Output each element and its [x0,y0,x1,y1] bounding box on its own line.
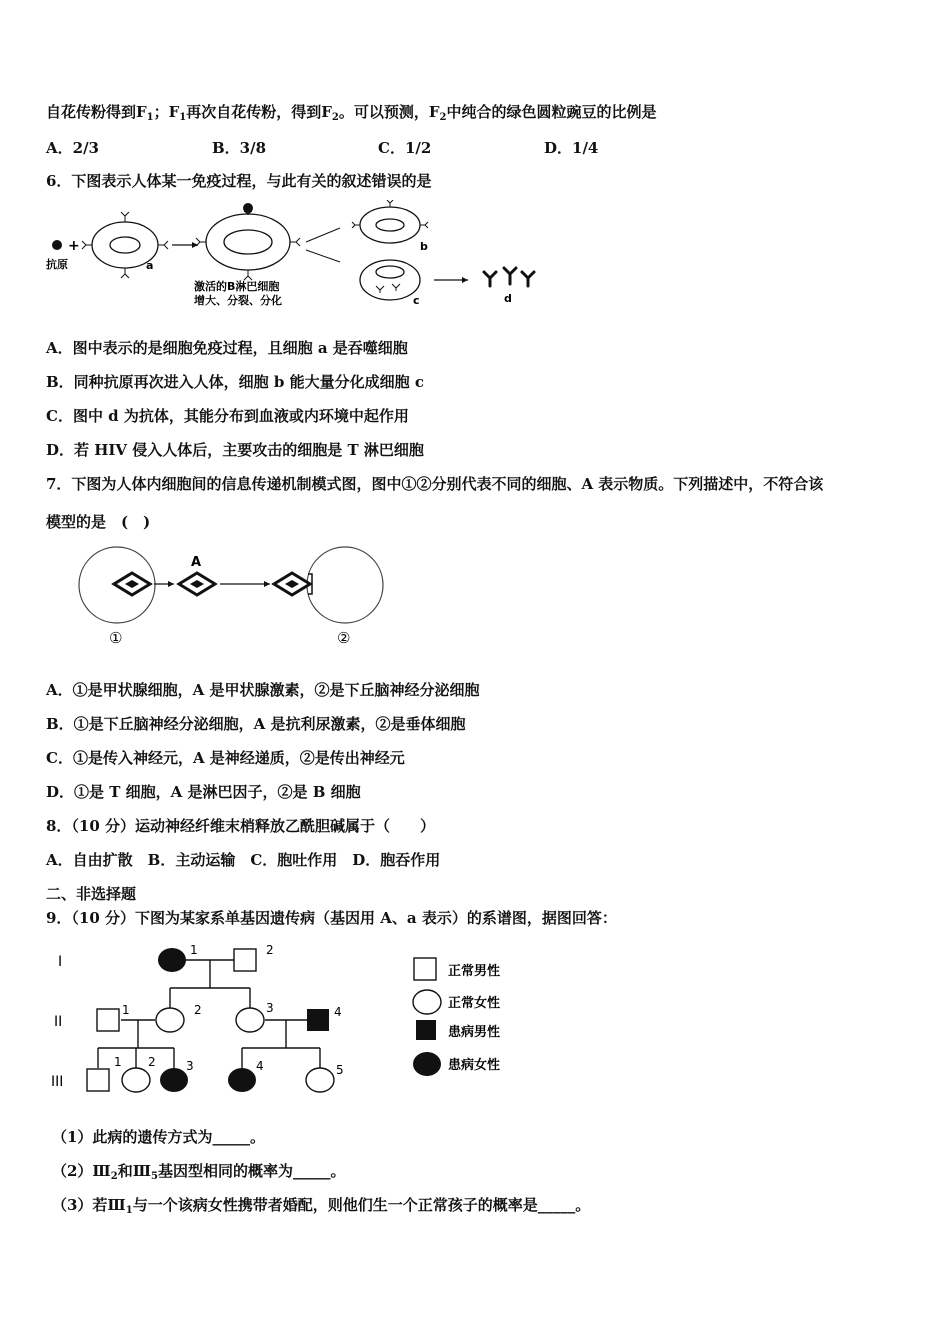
q5-text-e: 中纯合的绿色圆粒豌豆的比例是 [446,103,657,121]
b-caption-2: 增大、分裂、分化 [194,294,282,307]
q8-stem: 8．（10 分）运动神经纤维末梢释放乙酰胆碱属于（ ） [46,817,436,835]
activated-b-cell [196,203,300,280]
gen3-num-1: 1 [114,1055,122,1069]
gen2-num-3: 3 [266,1001,274,1015]
q9-sub3-sub: 1 [125,1205,133,1216]
q5-text-c: 再次自花传粉，得到F [186,103,332,121]
legend-normal-female: 正常女性 [448,996,501,1011]
gen2-affected-male-4 [307,1009,329,1031]
q7-option-b: B．①是下丘脑神经分泌细胞，A 是抗利尿激素，②是垂体细胞 [46,715,466,733]
q5-sub: 2 [331,112,339,123]
q5-sub: 1 [179,112,187,123]
antigen-label: 抗原 [46,258,68,271]
cell-a-label: a [146,259,154,272]
q9-sub2-sub: 5 [150,1171,158,1182]
q7-option-c: C．①是传入神经元，A 是神经递质，②是传出神经元 [46,749,405,767]
cell-c-label: c [413,294,420,307]
q6-stem: 6．下图表示人体某一免疫过程，与此有关的叙述错误的是 [46,172,432,190]
q6-option-a: A．图中表示的是细胞免疫过程，且细胞 a 是吞噬细胞 [46,339,408,357]
gen2-normal-female-2 [156,1008,184,1032]
cell-b-label: b [420,240,428,253]
q7-stem-line2: 模型的是 ( ) [46,513,151,531]
q6-option-d: D．若 HIV 侵入人体后，主要攻击的细胞是 T 淋巴细胞 [46,441,424,459]
q5-option-a: A．2/3 [46,139,99,157]
gen-2-label: II [54,1014,63,1030]
legend-normal-male: 正常男性 [448,964,501,979]
pedigree-figure [44,936,534,1106]
q5-sub: 1 [146,112,154,123]
q9-sub3-text-b: 与一个该病女性携带者婚配，则他们生一个正常孩子的概率是_____。 [132,1196,591,1214]
section-heading: 二、非选择题 [46,885,137,903]
gen3-normal-male-1 [87,1069,109,1091]
gen1-num-1: 1 [190,943,198,957]
q9-sub2 [52,1161,345,1181]
gen1-affected-female [158,948,186,972]
q5-text-b: ；F [153,103,180,121]
gen3-num-4: 4 [256,1059,264,1073]
gen3-normal-female-5 [306,1068,334,1092]
receptor-complex [274,573,312,595]
q5-sub: 2 [439,112,447,123]
gen3-num-5: 5 [336,1063,344,1077]
cell-b [352,200,428,243]
q9-sub3-text-a: （3）若Ⅲ [52,1196,126,1214]
q9-sub2-sub: 2 [110,1171,118,1182]
q8-options: A．自由扩散 B．主动运输 C．胞吐作用 D．胞吞作用 [46,851,441,869]
pedigree-lines [98,960,320,1068]
gen3-num-3: 3 [186,1059,194,1073]
substance-a-label: A [191,555,202,570]
q5-option-b: B．3/8 [212,139,267,157]
q5-text-d: 。可以预测，F [338,103,440,121]
gen1-num-2: 2 [266,943,274,957]
antibody-label: d [504,292,512,305]
cell-c [360,260,420,300]
q6-option-b: B．同种抗原再次进入人体，细胞 b 能大量分化成细胞 c [46,373,424,391]
cell-1-label: ① [109,629,123,647]
gen-3-label: III [51,1074,64,1090]
gen3-affected-female-4 [228,1068,256,1092]
q6-option-c: C．图中 d 为抗体，其能分布到血液或内环境中起作用 [46,407,409,425]
gen-1-label: I [58,954,63,970]
q9-sub2-text-c: 基因型相同的概率为_____。 [157,1162,346,1180]
gen2-num-1: 1 [122,1003,130,1017]
q9-sub1: （1）此病的遗传方式为_____。 [52,1128,265,1146]
signal-molecule-1 [114,573,150,595]
gen2-normal-male-1 [97,1009,119,1031]
gen2-num-4: 4 [334,1005,342,1019]
q5-option-d: D．1/4 [544,139,599,157]
legend-affected-male: 患病男性 [448,1025,501,1040]
arrow-to-b [306,228,340,242]
signal-molecule-a [179,573,215,595]
q5-stem [46,102,657,122]
gen2-normal-female-3 [236,1008,264,1032]
immune-process-figure [40,200,560,312]
antigen-dot [52,240,62,250]
gen3-num-2: 2 [148,1055,156,1069]
legend-affected-female-icon [413,1052,441,1076]
q7-option-d: D．①是 T 细胞，A 是淋巴因子，②是 B 细胞 [46,783,361,801]
legend-affected-female: 患病女性 [448,1058,501,1073]
b-caption-1: 激活的B淋巴细胞 [194,280,280,293]
signal-transfer-figure [70,540,400,652]
antibody-icons [484,268,534,286]
q7-option-a: A．①是甲状腺细胞，A 是甲状腺激素，②是下丘脑神经分泌细胞 [46,681,480,699]
q9-sub2-text-a: （2）Ⅲ [52,1162,111,1180]
q5-option-c: C．1/2 [378,139,432,157]
q7-stem-line1: 7．下图为人体内细胞间的信息传递机制模式图，图中①②分别代表不同的细胞、A 表示物质。下列描述中，不符合该 [46,475,824,493]
arrow-to-c [306,250,340,262]
gen2-num-2: 2 [194,1003,202,1017]
q9-sub2-text-b: 和Ⅲ [117,1162,151,1180]
q9-sub3 [52,1195,590,1215]
legend-normal-male-icon [414,958,436,980]
gen3-affected-female-3 [160,1068,188,1092]
legend-affected-male-icon [416,1020,436,1040]
gen3-normal-female-2 [122,1068,150,1092]
cell-2-label: ② [337,629,351,647]
cell-a [82,212,168,278]
q9-stem: 9．（10 分）下图为某家系单基因遗传病（基因用 A、a 表示）的系谱图，据图回答： [46,909,617,927]
cell-2-circle [307,547,383,623]
antigen-plus: + [68,238,80,254]
legend-normal-female-icon [413,990,441,1014]
q5-text-a: 自花传粉得到F [46,103,147,121]
gen1-normal-male [234,949,256,971]
